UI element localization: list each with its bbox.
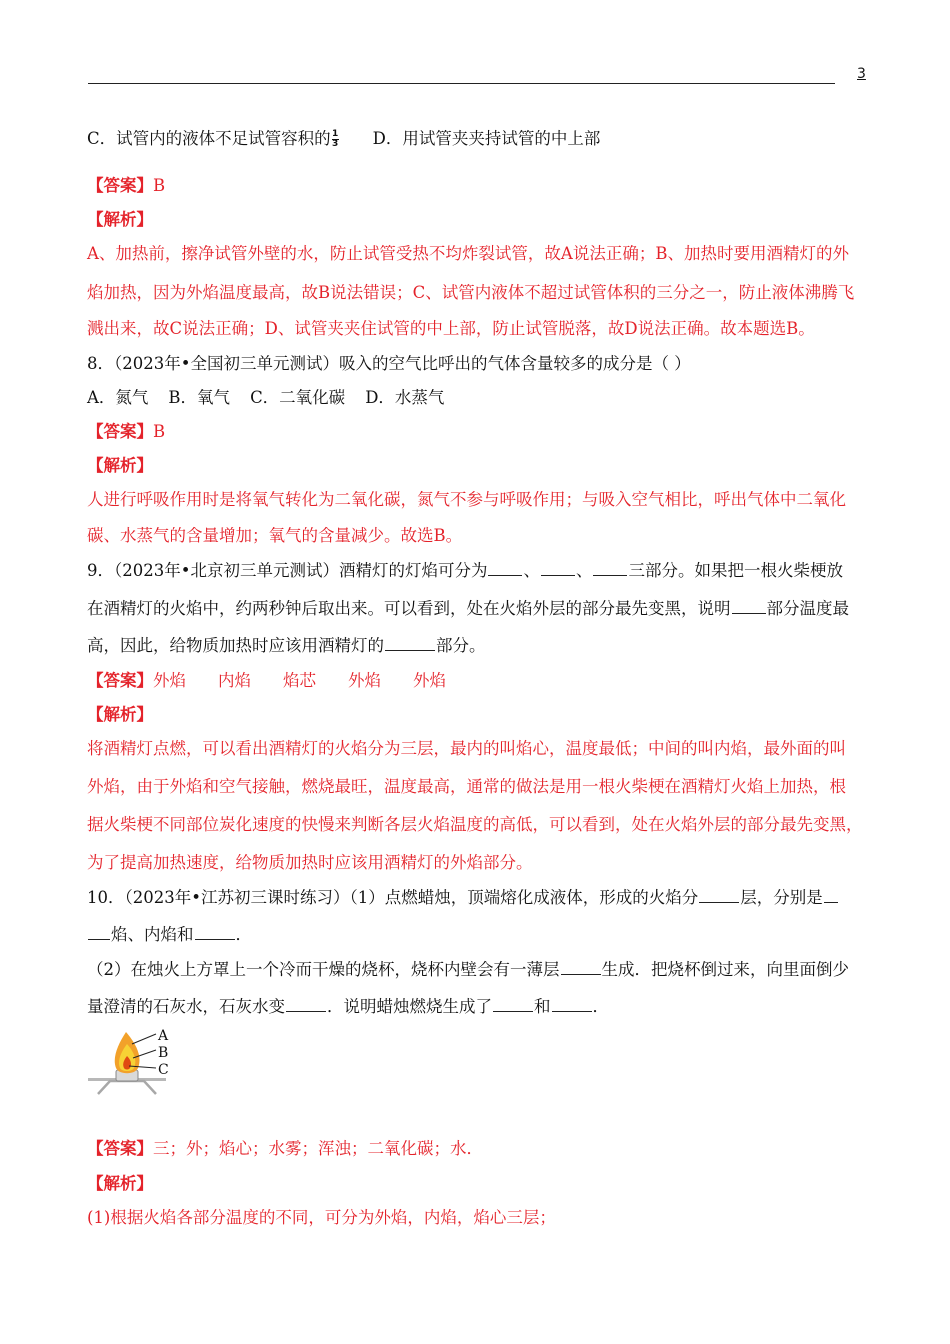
option-d: D．水蒸气 xyxy=(365,388,445,407)
analysis-tag: 【解析】 xyxy=(87,1174,153,1193)
label-c: C xyxy=(158,1062,169,1078)
header-rule xyxy=(88,83,835,84)
fraction-one-third: $\frac{1}{3}$ xyxy=(331,129,339,149)
q7-answer xyxy=(87,175,165,197)
q9-stem-line2: 在酒精灯的火焰中，约两秒钟后取出来。可以看到，处在火焰外层的部分最先变黑，说明 部分温度最 xyxy=(87,599,849,618)
label-a: A xyxy=(158,1028,169,1044)
fill-blank[interactable] xyxy=(593,560,627,576)
q9-answer: 【答案】外焰 内焰 焰芯 外焰 外焰 xyxy=(87,671,446,690)
q9-stem-line1: 9．（2023年•北京初三单元测试）酒精灯的灯焰可分为 、 、 三部分。如果把一根火柴梗放 xyxy=(87,561,843,580)
fill-blank[interactable] xyxy=(824,887,838,903)
analysis-line: 溅出来，故C说法正确；D、试管夹夹住试管的中上部，防止试管脱落，故D说法正确。故本题选B。 xyxy=(87,319,815,338)
answer-value: B xyxy=(153,176,166,195)
q8-stem: 8．（2023年•全国初三单元测试）吸入的空气比呼出的气体含量较多的成分是（ ） xyxy=(87,354,691,373)
analysis-line: 焰加热，因为外焰温度最高，故B说法错误；C、试管内液体不超过试管体积的三分之一，防止液体沸腾飞 xyxy=(87,283,855,302)
analysis-tag: 【解析】 xyxy=(87,705,153,724)
option-b: B．氧气 xyxy=(168,388,231,407)
fill-blank[interactable] xyxy=(699,887,739,903)
q7-options-cd xyxy=(87,128,600,150)
analysis-line: 将酒精灯点燃，可以看出酒精灯的火焰分为三层，最内的叫焰心，温度最低；中间的叫内焰，最外面的叫 xyxy=(87,739,846,758)
analysis-line: A、加热前，擦净试管外壁的水，防止试管受热不均炸裂试管，故A说法正确；B、加热时要用酒精灯的外 xyxy=(87,244,849,263)
analysis-tag: 【解析】 xyxy=(87,456,153,475)
fill-blank[interactable] xyxy=(552,996,592,1012)
fill-blank[interactable] xyxy=(488,560,522,576)
page-number: 3 xyxy=(857,66,866,82)
stand-legs xyxy=(98,1081,156,1094)
q10-answer xyxy=(87,1138,483,1160)
q10-stem-line3: （2）在烛火上方罩上一个冷而干燥的烧杯，烧杯内壁会有一薄层 生成．把烧杯倒过来，向里面倒少 xyxy=(87,960,849,979)
candle-flame-figure xyxy=(88,1028,184,1096)
fill-blank[interactable] xyxy=(493,996,533,1012)
analysis-tag: 【解析】 xyxy=(87,210,153,229)
fill-blank[interactable] xyxy=(561,959,601,975)
leader-line-a xyxy=(132,1034,156,1044)
q10-stem-line4: 量澄清的石灰水，石灰水变 ．说明蜡烛燃烧生成了 和 ． xyxy=(87,997,609,1016)
answer-tag: 【答案】 xyxy=(87,422,153,441)
q10-stem-line2: 焰、内焰和 ． xyxy=(87,924,252,946)
fill-blank[interactable] xyxy=(286,996,326,1012)
label-b: B xyxy=(158,1045,169,1061)
option-a: A．氮气 xyxy=(87,388,149,407)
q10-stem-line1: 10．（2023年•江苏初三课时练习）（1）点燃蜡烛，顶端熔化成液体，形成的火焰分 层，分别是 xyxy=(87,887,839,909)
analysis-line: 碳、水蒸气的含量增加；氧气的含量减少。故选B。 xyxy=(87,526,463,545)
analysis-line: 据火柴梗不同部位炭化速度的快慢来判断各层火焰温度的高低，可以看到，处在火焰外层的部分最先变黑， xyxy=(87,815,863,834)
fill-blank[interactable] xyxy=(195,924,235,940)
analysis-line: 人进行呼吸作用时是将氧气转化为二氧化碳，氮气不参与呼吸作用；与吸入空气相比，呼出气体中二氧化 xyxy=(87,490,846,509)
q9-stem-line3: 高，因此，给物质加热时应该用酒精灯的 部分。 xyxy=(87,636,486,655)
fill-blank[interactable] xyxy=(541,560,575,576)
q7-option-d: D．用试管夹夹持试管的中上部 xyxy=(372,129,601,148)
q8-answer xyxy=(87,421,165,443)
q8-options xyxy=(87,387,444,409)
option-c: C．二氧化碳 xyxy=(250,388,346,407)
answer-tag: 【答案】 xyxy=(87,671,153,690)
answer-value: 三；外；焰心；水雾；浑浊；二氧化碳；水． xyxy=(153,1139,483,1158)
answer-value: B xyxy=(153,422,166,441)
answer-tag: 【答案】 xyxy=(87,176,153,195)
analysis-line: 为了提高加热速度，给物质加热时应该用酒精灯的外焰部分。 xyxy=(87,853,533,872)
q7-option-c: C．试管内的液体不足试管容积的 xyxy=(87,129,331,148)
answer-tag: 【答案】 xyxy=(87,1139,153,1158)
analysis-line: 外焰，由于外焰和空气接触，燃烧最旺，温度最高，通常的做法是用一根火柴梗在酒精灯火焰上加热，根 xyxy=(87,777,846,796)
fill-blank[interactable] xyxy=(88,924,110,940)
fill-blank[interactable] xyxy=(732,598,766,614)
fill-blank[interactable] xyxy=(385,635,435,651)
analysis-line: (1)根据火焰各部分温度的不同，可分为外焰，内焰，焰心三层； xyxy=(87,1208,556,1227)
